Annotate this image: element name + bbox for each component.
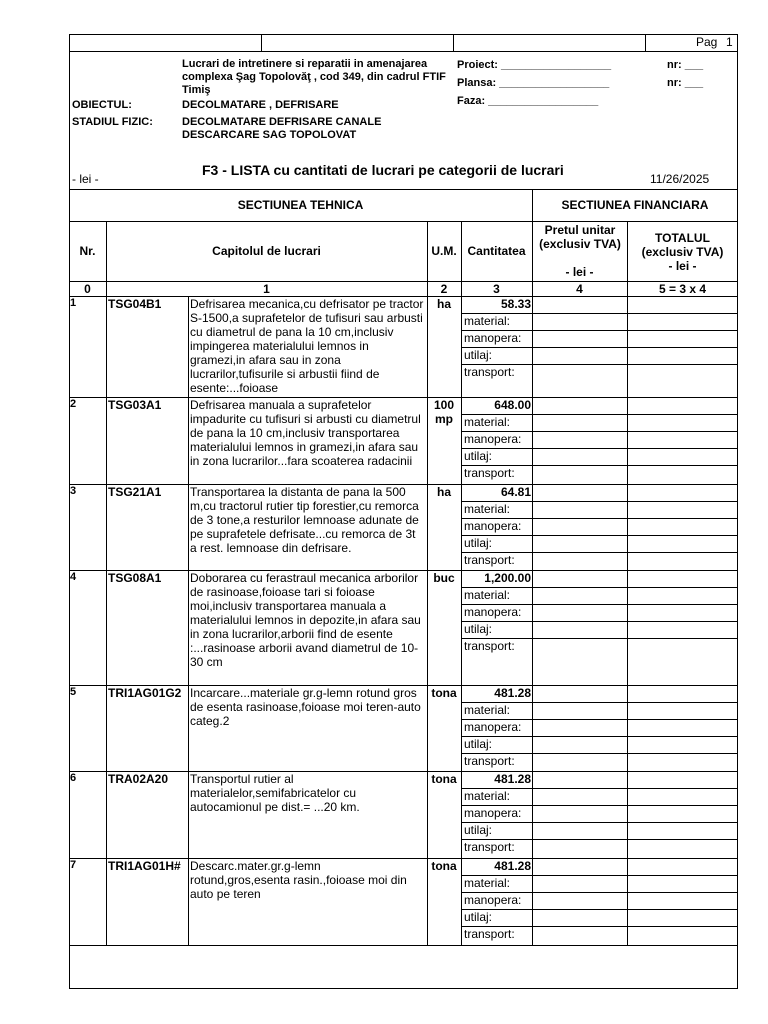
- row-quantity: 1,200.00: [484, 571, 531, 585]
- row-sub-label: utilaj:: [464, 737, 493, 751]
- row-code: TSG03A1: [108, 398, 162, 412]
- sub-line: [461, 621, 738, 622]
- row-um: ha: [436, 297, 451, 311]
- row-sub-label: material:: [464, 415, 511, 429]
- index-4: 4: [576, 282, 583, 296]
- row-code: TRI1AG01H#: [108, 859, 181, 873]
- sub-line: [461, 736, 738, 737]
- col-header-chapter: Capitolul de lucrari: [212, 244, 321, 258]
- row-sub-label: material:: [464, 502, 511, 516]
- table-bottom-line: [69, 945, 738, 946]
- row-sub-label: transport:: [464, 840, 515, 854]
- row-code: TSG04B1: [108, 297, 162, 311]
- row-code: TSG21A1: [108, 485, 162, 499]
- page-number: 1: [726, 35, 733, 49]
- row-sub-label: transport:: [464, 466, 515, 480]
- row-sub-label: transport:: [464, 754, 515, 768]
- row-um: 100 mp: [433, 398, 455, 426]
- table-top-line: [69, 189, 738, 190]
- row-description: Defrisarea mecanica,cu defrisator pe tractor S-1500,a suprafetelor de tufisuri sau arbusti cu diametrul de pana la 10 cm,inclusiv impingerea materialului lemnos in gramezi,in afara sau in zona lucrarilor,tufisurile si arbustii fiind de esente:...foioase: [190, 297, 424, 395]
- sub-line: [461, 448, 738, 449]
- row-quantity: 648.00: [494, 398, 531, 412]
- index-3: 3: [493, 282, 500, 296]
- row-sub-label: utilaj:: [464, 536, 493, 550]
- row-sub-label: utilaj:: [464, 910, 493, 924]
- stadiul-value-1: DECOLMATARE DEFRISARE CANALE: [182, 116, 382, 128]
- section-financial: SECTIUNEA FINANCIARA: [561, 198, 709, 212]
- faza-field: Faza: __________________: [457, 95, 599, 107]
- row-sub-label: transport:: [464, 639, 515, 653]
- col-sep-nr: [106, 221, 107, 945]
- row-code: TRI1AG01G2: [108, 686, 182, 700]
- top-strip-sep-3: [645, 34, 646, 51]
- index-1: 1: [263, 282, 270, 296]
- col-sep-code: [188, 296, 189, 945]
- top-strip-divider: [69, 51, 738, 52]
- row-sub-label: manopera:: [464, 605, 522, 619]
- row-um: tona: [431, 686, 457, 700]
- row-description: Incarcare...materiale gr.g-lemn rotund gros de esenta rasinoase,foioase moi teren-auto categ.2: [190, 686, 421, 728]
- row-um: tona: [431, 772, 457, 786]
- col-header-unit-price: Pretul unitar (exclusiv TVA): [539, 223, 621, 251]
- row-nr: 7: [70, 859, 77, 871]
- plansa-field: Plansa: __________________: [457, 77, 610, 89]
- row-description: Descarc.mater.gr.g-lemn rotund,gros,esenta rasin.,foioase moi din auto pe teren: [190, 859, 407, 901]
- col-header-total: TOTALUL (exclusiv TVA): [641, 231, 724, 259]
- row-sub-label: utilaj:: [464, 449, 493, 463]
- col-sep-financial: [532, 189, 533, 945]
- row-quantity: 481.28: [494, 686, 531, 700]
- document-date: 11/26/2025: [650, 172, 710, 186]
- section-technical: SECTIUNEA TEHNICA: [237, 198, 364, 212]
- row-quantity: 58.33: [500, 297, 531, 311]
- col-header-total-currency: - lei -: [668, 259, 697, 273]
- row-quantity: 481.28: [494, 772, 531, 786]
- col-header-unit-price-currency: - lei -: [565, 265, 594, 279]
- row-nr: 1: [70, 297, 77, 309]
- col-header-qty: Cantitatea: [467, 244, 526, 258]
- row-sub-label: utilaj:: [464, 622, 493, 636]
- row-sub-label: material:: [464, 876, 511, 890]
- row-quantity: 64.81: [500, 485, 531, 499]
- top-strip-sep-2: [453, 34, 454, 51]
- obiectul-label: OBIECTUL:: [72, 99, 132, 111]
- row-sub-label: utilaj:: [464, 823, 493, 837]
- row-description: Transportarea la distanta de pana la 500 m,cu tractorul rutier tip forestier,cu remorca de 3 tone,a resturilor lemnoase adunate de pe suprafetele defrisate...cu remorca de 3t a rest. lemnoase din defrisare.: [190, 485, 419, 555]
- row-sub-label: manopera:: [464, 519, 522, 533]
- project-description: Lucrari de intretinere si reparatii in amenajarea complexa Şag Topolovăţ , cod 349, din cadrul FTIF Timiş: [182, 58, 446, 96]
- row-nr: 6: [70, 772, 77, 784]
- row-sub-label: manopera:: [464, 331, 522, 345]
- index-0: 0: [84, 282, 91, 296]
- proiect-field: Proiect: __________________: [457, 59, 612, 71]
- top-strip-sep-1: [261, 34, 262, 51]
- row-nr: 2: [70, 398, 77, 410]
- row-sub-label: manopera:: [464, 720, 522, 734]
- nr-field-1: nr: ___: [667, 59, 704, 71]
- stadiul-label: STADIUL FIZIC:: [72, 116, 153, 128]
- sub-line: [461, 822, 738, 823]
- row-code: TSG08A1: [108, 571, 162, 585]
- document-title: F3 - LISTA cu cantitati de lucrari pe categorii de lucrari: [202, 162, 564, 178]
- index-5: 5 = 3 x 4: [658, 282, 707, 296]
- nr-field-2: nr: ___: [667, 77, 704, 89]
- row-um: buc: [433, 571, 455, 585]
- row-um: tona: [431, 859, 457, 873]
- row-sub-label: material:: [464, 789, 511, 803]
- col-header-nr: Nr.: [79, 244, 96, 258]
- row-nr: 5: [70, 686, 77, 698]
- col-header-um: U.M.: [431, 244, 457, 258]
- row-description: Doborarea cu ferastraul mecanica arborilor de rasinoase,foioase tari si foioase moi,inclusiv transportarea manuala a materialului lemnos in depozite,in afara sau in zona lucrarilor,arborii find de esente :...rasinoase arborii avand diametrul de 10-30 cm: [190, 571, 421, 669]
- row-code: TRA02A20: [108, 772, 169, 786]
- row-sub-label: manopera:: [464, 893, 522, 907]
- row-sub-label: transport:: [464, 365, 515, 379]
- row-description: Defrisarea manuala a suprafetelor impadurite cu tufisuri si arbusti cu diametrul de pana la 10 cm,inclusiv transportarea materialului lemnos in gramezi,in afara sau in zona lucrarilor...fara scoaterea radacinii: [190, 398, 421, 468]
- row-sub-label: manopera:: [464, 806, 522, 820]
- sub-line: [461, 909, 738, 910]
- section-line: [69, 221, 738, 222]
- page-label: Pag: [696, 35, 718, 49]
- row-sub-label: transport:: [464, 927, 515, 941]
- row-sub-label: material:: [464, 703, 511, 717]
- obiectul-value: DECOLMATARE , DEFRISARE: [182, 99, 339, 111]
- row-description: Transportul rutier al materialelor,semifabricatelor cu autocamionul pe dist.= ...20 km.: [190, 772, 360, 814]
- row-sub-label: material:: [464, 588, 511, 602]
- row-sub-label: material:: [464, 314, 511, 328]
- sub-line: [461, 347, 738, 348]
- index-2: 2: [440, 282, 448, 296]
- row-sub-label: utilaj:: [464, 348, 493, 362]
- currency-label: - lei -: [72, 172, 99, 186]
- row-quantity: 481.28: [494, 859, 531, 873]
- stadiul-value-2: DESCARCARE SAG TOPOLOVAT: [182, 129, 357, 141]
- row-nr: 3: [70, 485, 77, 497]
- sub-line: [461, 535, 738, 536]
- row-nr: 4: [70, 571, 77, 583]
- row-um: ha: [436, 485, 451, 499]
- row-sub-label: transport:: [464, 553, 515, 567]
- row-sub-label: manopera:: [464, 432, 522, 446]
